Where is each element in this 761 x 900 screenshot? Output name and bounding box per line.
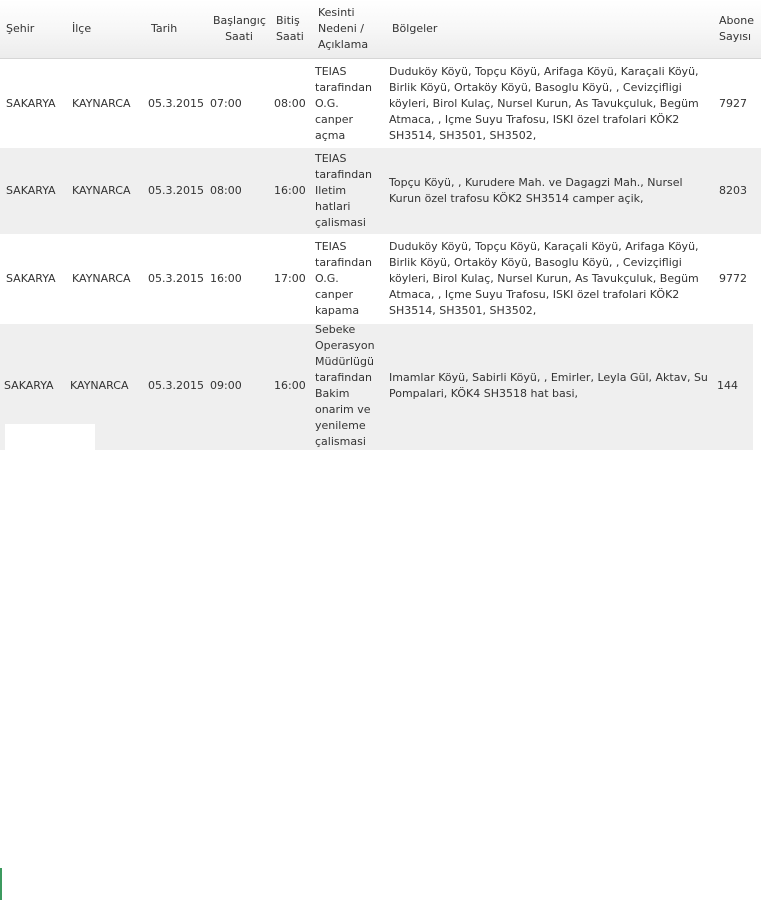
reason-line: canper — [315, 113, 354, 126]
reason-line: Müdürlügü — [315, 355, 374, 368]
regions-line: Birlik Köyü, Ortaköy Köyü, Basoglu Köyü, , Cevizçifligi — [389, 81, 682, 94]
header-reason-line2: Nedeni / — [318, 22, 364, 35]
regions-line: SH3514, SH3501, SH3502, — [389, 304, 537, 317]
cell-start: 09:00 — [210, 379, 242, 392]
table-row — [0, 234, 761, 324]
table-row — [0, 148, 761, 234]
header-subscribers-line2: Sayısı — [719, 30, 752, 43]
row-edge-gap — [753, 324, 761, 450]
cell-district: KAYNARCA — [70, 379, 129, 392]
table-header — [0, 0, 761, 59]
regions-line: köyleri, Birol Kulaç, Nursel Kurun, As Tavukçuluk, Begüm — [389, 97, 699, 110]
reason-line: TEIAS — [315, 152, 347, 165]
header-district[interactable]: İlçe — [72, 22, 92, 35]
reason-line: Iletim — [315, 184, 347, 197]
cell-date: 05.3.2015 — [148, 272, 204, 285]
cell-regions — [389, 64, 699, 144]
regions-line: Imamlar Köyü, Sabirli Köyü, , Emirler, Leyla Gül, Aktav, Su — [389, 371, 708, 384]
regions-line: köyleri, Birol Kulaç, Nursel Kurun, As Tavukçuluk, Begüm — [389, 272, 699, 285]
reason-line: açma — [315, 129, 346, 142]
cell-reason — [315, 64, 372, 144]
window-edge-accent — [0, 868, 2, 900]
reason-line: tarafindan — [315, 168, 372, 181]
header-start-line2: Saati — [225, 30, 253, 43]
cell-regions — [389, 239, 699, 319]
cell-city: SAKARYA — [4, 379, 54, 392]
cell-city: SAKARYA — [6, 272, 56, 285]
reason-line: çalismasi — [315, 216, 366, 229]
reason-line: canper — [315, 288, 354, 301]
reason-line: Sebeke — [315, 323, 356, 336]
table-row — [0, 324, 761, 450]
reason-line: çalismasi — [315, 435, 366, 448]
cell-subscribers: 7927 — [719, 96, 747, 110]
header-reason[interactable] — [318, 5, 368, 53]
cell-reason — [315, 239, 372, 319]
regions-line: Kurun özel trafosu KÖK2 SH3514 camper açik, — [389, 192, 644, 205]
header-subscribers-line1: Abone — [719, 14, 754, 27]
cell-district: KAYNARCA — [72, 96, 131, 110]
header-reason-line1: Kesinti — [318, 6, 355, 19]
header-end-time[interactable] — [276, 13, 304, 45]
cell-district: KAYNARCA — [72, 184, 131, 197]
cell-end: 08:00 — [274, 96, 306, 110]
regions-line: Birlik Köyü, Ortaköy Köyü, Basoglu Köyü, , Cevizçifligi — [389, 256, 682, 269]
regions-line: Atmaca, , Içme Suyu Trafosu, ISKI özel trafolari KÖK2 — [389, 113, 680, 126]
header-end-line2: Saati — [276, 30, 304, 43]
reason-line: TEIAS — [315, 65, 347, 78]
cell-date: 05.3.2015 — [148, 379, 204, 392]
cell-reason — [315, 151, 372, 231]
reason-line: tarafindan — [315, 81, 372, 94]
header-end-line1: Bitiş — [276, 14, 300, 27]
cell-subscribers: 9772 — [719, 272, 747, 285]
cell-end: 17:00 — [274, 272, 306, 285]
header-start-line1: Başlangıç — [213, 14, 266, 27]
cell-subscribers: 8203 — [719, 184, 747, 197]
reason-line: yenileme — [315, 419, 366, 432]
header-reason-line3: Açıklama — [318, 38, 369, 51]
cell-regions — [389, 324, 708, 448]
reason-line: TEIAS — [315, 240, 347, 253]
reason-line: onarim ve — [315, 403, 371, 416]
regions-line: Pompalari, KÖK4 SH3518 hat basi, — [389, 387, 579, 400]
regions-line: Duduköy Köyü, Topçu Köyü, Karaçali Köyü, Arifaga Köyü, — [389, 240, 699, 253]
reason-line: Operasyon — [315, 339, 375, 352]
cell-start: 16:00 — [210, 272, 242, 285]
reason-line: O.G. — [315, 272, 339, 285]
cell-regions — [389, 148, 683, 234]
blank-overlay — [5, 424, 95, 454]
cell-city: SAKARYA — [6, 96, 56, 110]
reason-line: hatlari — [315, 200, 351, 213]
cell-district: KAYNARCA — [72, 272, 131, 285]
header-date[interactable]: Tarih — [151, 22, 178, 35]
cell-end: 16:00 — [274, 379, 306, 392]
regions-line: Topçu Köyü, , Kurudere Mah. ve Dagagzi Mah., Nursel — [389, 176, 683, 189]
reason-line: kapama — [315, 304, 360, 317]
reason-line: tarafindan — [315, 371, 372, 384]
cell-city: SAKARYA — [6, 184, 56, 197]
header-city[interactable]: Şehir — [6, 22, 35, 35]
cell-start: 08:00 — [210, 184, 242, 197]
regions-line: SH3514, SH3501, SH3502, — [389, 129, 537, 142]
reason-line: tarafindan — [315, 256, 372, 269]
cell-subscribers: 144 — [717, 379, 738, 392]
header-start-time[interactable] — [213, 13, 265, 45]
cell-date: 05.3.2015 — [148, 184, 204, 197]
reason-line: Bakim — [315, 387, 350, 400]
regions-line: Duduköy Köyü, Topçu Köyü, Arifaga Köyü, Karaçali Köyü, — [389, 65, 699, 78]
cell-end: 16:00 — [274, 184, 306, 197]
cell-start: 07:00 — [210, 96, 242, 110]
header-subscribers[interactable] — [719, 13, 754, 45]
header-regions[interactable]: Bölgeler — [392, 22, 438, 35]
regions-line: Atmaca, , Içme Suyu Trafosu, ISKI özel trafolari KÖK2 — [389, 288, 680, 301]
cell-date: 05.3.2015 — [148, 96, 204, 110]
cell-reason — [315, 322, 375, 450]
reason-line: O.G. — [315, 97, 339, 110]
table-row — [0, 59, 761, 148]
